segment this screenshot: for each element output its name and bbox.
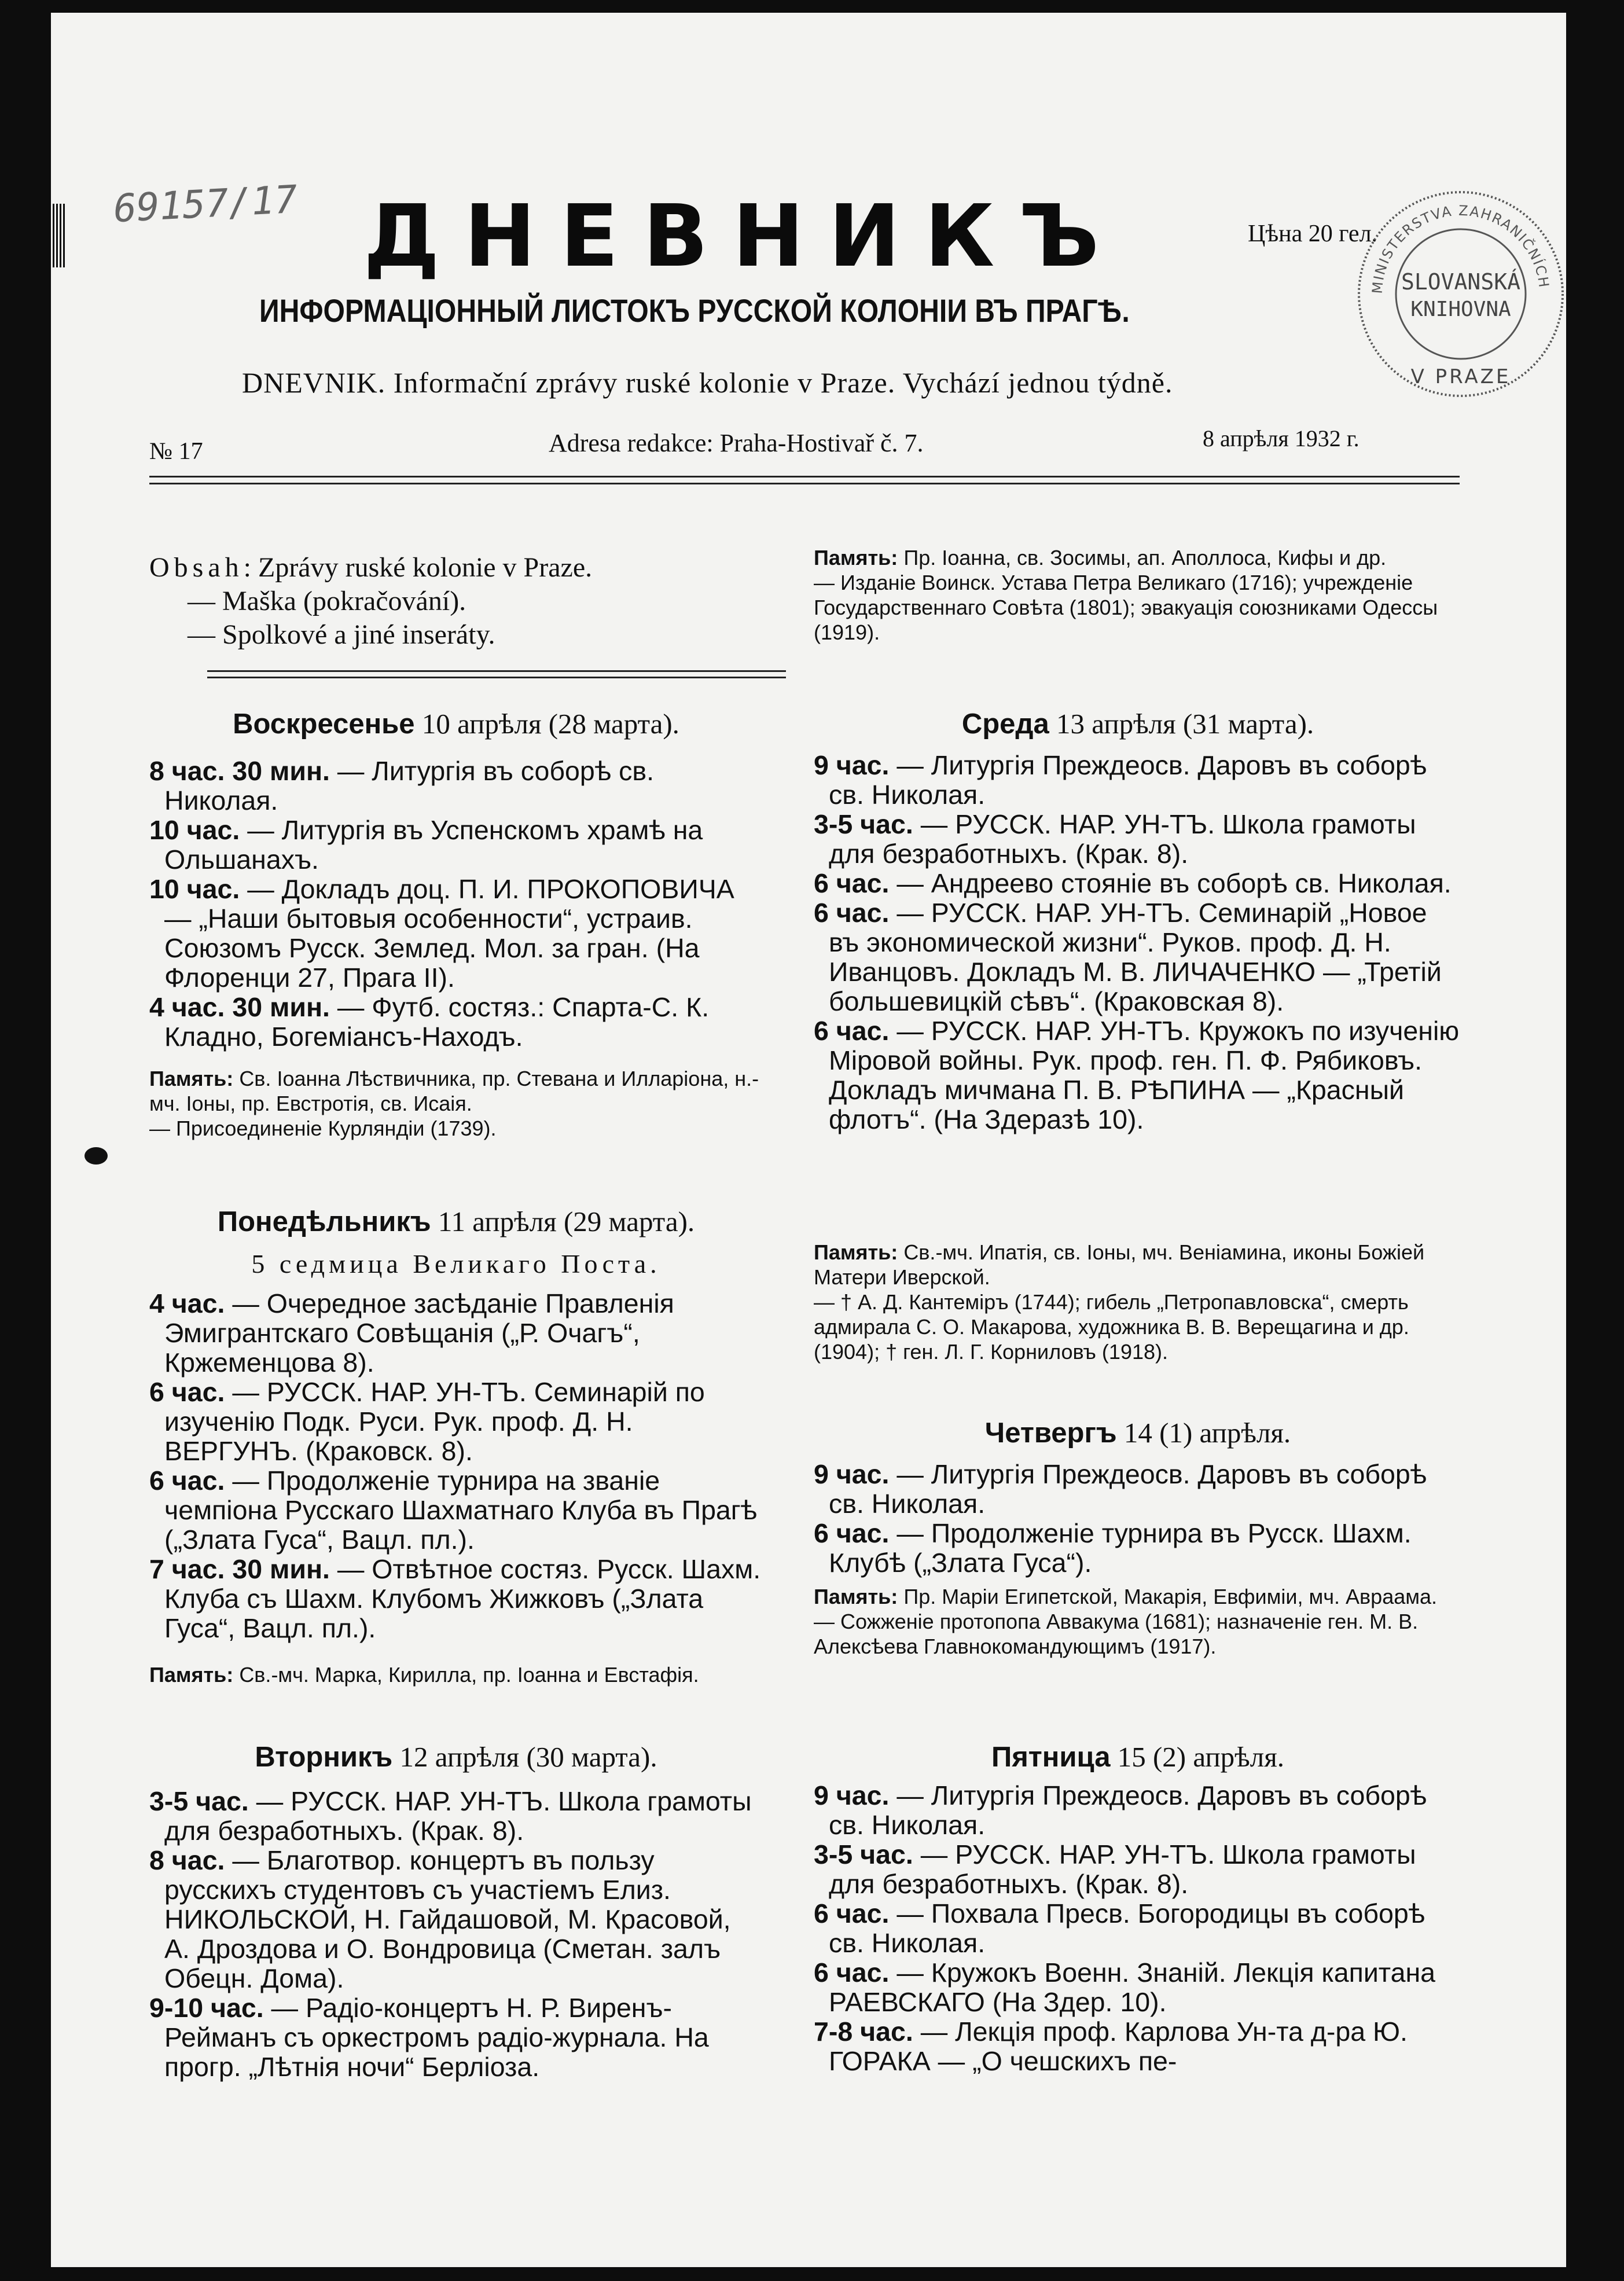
event: 9 час. — Литургія Преждеосв. Даровъ въ соборѣ св. Николая. [814,750,1427,810]
events-monday [149,1289,763,1643]
events-wednesday [814,751,1462,1134]
day-date: 15 (2) апрѣля. [1117,1741,1285,1773]
editorial-address: Adresa redakce: Praha-Hostivař č. 7. [549,429,924,457]
memorial-thursday: Память: Пр. Маріи Египетской, Макарія, Евфиміи, мч. Авраама. — Сожженіе протопопа Аввакума (1681); назначеніе ген. М. В. Алексѣева Главнокомандующимъ (1917). [814,1585,1438,1658]
events-friday [814,1781,1462,2076]
day-name: Четвергъ [984,1417,1117,1449]
events-sunday [149,756,763,1052]
event: 7 час. 30 мин. — Отвѣтное состяз. Русск. Шахм. Клуба съ Шахм. Клубомъ Жижковъ („Злата Гуса“, Вацл. пл.). [149,1554,761,1643]
event: 9-10 час. — Радіо-концертъ Н. Р. Виренъ-Рейманъ съ оркестромъ радіо-журнала. На прогр. „Лѣтнія ночи“ Берліоза. [149,1993,709,2082]
event: 9 час. — Литургія Преждеосв. Даровъ въ соборѣ св. Николая. [814,1459,1427,1519]
day-name: Вторникъ [255,1742,393,1773]
day-name: Пятница [991,1742,1111,1773]
day-heading-monday [149,1205,763,1238]
masthead-rule [149,476,1460,484]
czech-subtitle: DNEVNIK. Informační zprávy ruské kolonie v Praze. Vychází jednou týdně. [242,366,1173,399]
event: 3-5 час. — РУССК. НАР. УН-ТЪ. Школа грамоты для безработныхъ. (Крак. 8). [814,809,1416,869]
newspaper-page [51,13,1566,2267]
day-heading-thursday [814,1416,1462,1449]
newspaper-title: ДНЕВНИКЪ [363,186,1124,286]
events-tuesday [149,1787,763,2082]
event: 7-8 час. — Лекція проф. Карлова Ун-та д-ра Ю. ГОРАКА — „О чешскихъ пе- [814,2016,1408,2076]
day-heading-friday [814,1740,1462,1773]
binding-hole [84,1147,108,1165]
archive-note: 69157/17 [112,177,299,232]
day-heading-sunday [149,707,763,740]
library-stamp [1353,186,1566,402]
event: 4 час. 30 мин. — Футб. состяз.: Спарта-С. К. Кладно, Богеміансъ-Находъ. [149,992,710,1052]
event: 6 час. — Продолженіе турнира на званіе чемпіона Русскаго Шахматнаго Клуба въ Прагѣ („Злата Гуса“, Вацл. пл.). [149,1465,758,1555]
event: 6 час. — РУССК. НАР. УН-ТЪ. Семинарій „Новое въ экономической жизни“. Руков. проф. Д. Н. Иванцовъ. Докладъ М. В. ЛИЧАЧЕНКО — „Третій большевицкій сѣвъ“. (Краковская 8). [814,898,1442,1016]
stamp-line1: SLOVANSKÁ [1401,269,1520,295]
day-date: 12 апрѣля (30 марта). [399,1741,657,1773]
event: 6 час. — РУССК. НАР. УН-ТЪ. Кружокъ по изученію Міровой войны. Рук. проф. ген. П. Ф. Рябиковъ. Докладъ мичмана П. В. РѢПИНА — „Красный флотъ“. (На Здеразѣ 10). [814,1016,1460,1134]
masthead [51,13,1566,510]
day-name: Воскресенье [233,708,415,740]
contents-separator [207,670,786,678]
event: 6 час. — РУССК. НАР. УН-ТЪ. Семинарій по изученію Подк. Руси. Рук. проф. Д. Н. ВЕРГУНЪ. (Краковск. 8). [149,1377,705,1466]
contents-line1: : Zprávy ruské kolonie v Praze. [243,552,593,583]
event: 6 час. — Похвала Пресв. Богородицы въ соборѣ св. Николая. [814,1898,1425,1958]
day-heading-wednesday [814,707,1462,740]
event: 6 час. — Кружокъ Военн. Знаній. Лекція капитана РАЕВСКАГО (На Здер. 10). [814,1957,1435,2017]
issue-number: № 17 [149,438,203,465]
event: 3-5 час. — РУССК. НАР. УН-ТЪ. Школа грамоты для безработныхъ. (Крак. 8). [814,1839,1416,1899]
day-date: 11 апрѣля (29 марта). [438,1206,695,1237]
event: 8 час. — Благотвор. концертъ въ пользу русскихъ студентовъ съ участіемъ Елиз. НИКОЛЬСКОЙ, Н. Гайдашовой, М. Красовой, А. Дроздова и О. Вондровица (Сметан. залъ Обецн. Дома). [149,1845,731,1993]
event: 3-5 час. — РУССК. НАР. УН-ТЪ. Школа грамоты для безработныхъ. (Крак. 8). [149,1786,752,1846]
stamp-line2: KNIHOVNA [1410,297,1511,321]
contents-line3: — Spolkové a jiné inseráty. [188,619,495,650]
lent-week: 5 седмица Великаго Поста. [251,1249,661,1279]
day-date: 14 (1) апрѣля. [1123,1417,1291,1449]
subtitle: ИНФОРМАЦІОННЫЙ ЛИСТОКЪ РУССКОЙ КОЛОНІИ ВЪ ПРАГѢ. [259,292,1130,329]
contents-line2: — Maška (pokračování). [188,586,466,616]
memorial-top: Память: Пр. Іоанна, св. Зосимы, ап. Аполлоса, Кифы и др. — Изданіе Воинск. Устава Петра Великаго (1716); учрежденіе Государственнаго Совѣта (1801); эвакуація союзниками Одессы (1919). [814,546,1438,644]
day-name: Понедѣльникъ [217,1206,431,1237]
stamp-outer-text: MINISTERSTVA ZAHRANIČNÍCH [1369,202,1552,295]
memorial-wednesday: Память: Св.-мч. Ипатія, св. Іоны, мч. Веніамина, иконы Божіей Матери Иверской. — † А. Д. Кантеміръ (1744); гибель „Петропавловска“, смерть адмирала С. О. Макарова, художника В. В. Верещагина и др. (1904); † ген. Л. Г. Корниловъ (1918). [814,1240,1425,1364]
event: 6 час. — Андреево стояніе въ соборѣ св. Николая. [814,868,1452,898]
issue-date: 8 апрѣля 1932 г. [1203,425,1360,451]
memorial-monday: Память: Св.-мч. Марка, Кирилла, пр. Іоанна и Евстафія. [149,1663,699,1687]
contents-box [149,551,763,652]
event: 9 час. — Литургія Преждеосв. Даровъ въ соборѣ св. Николая. [814,1780,1427,1840]
memorial-sunday: Память: Св. Іоанна Лѣствичника, пр. Стевана и Илларіона, н.-мч. Іоны, пр. Евстротія, св. Исаія. — Присоединеніе Курляндіи (1739). [149,1067,759,1140]
event: 8 час. 30 мин. — Литургія въ соборѣ св. Николая. [149,756,655,816]
price: Цѣна 20 гел. [1248,221,1378,247]
events-thursday [814,1460,1462,1578]
event: 10 час. — Докладъ доц. П. И. ПРОКОПОВИЧА — „Наши бытовыя особенности“, устраив. Союзомъ Русск. Землед. Мол. за гран. (На Флоренци 27, Прага II). [149,874,734,993]
event: 4 час. — Очередное засѣданіе Правленія Эмигрантскаго Совѣщанія („Р. Очагъ“, Кржеменцова 8). [149,1288,674,1378]
day-name: Среда [961,708,1049,740]
day-date: 13 апрѣля (31 марта). [1056,708,1314,740]
contents-label: Obsah [149,552,244,583]
event: 10 час. — Литургія въ Успенскомъ храмѣ на Ольшанахъ. [149,815,703,875]
day-date: 10 апрѣля (28 марта). [421,708,679,740]
stamp-bottom: V PRAZE [1410,365,1511,388]
event: 6 час. — Продолженіе турнира въ Русск. Шахм. Клубѣ („Злата Гуса“). [814,1518,1412,1578]
day-heading-tuesday [149,1740,763,1773]
